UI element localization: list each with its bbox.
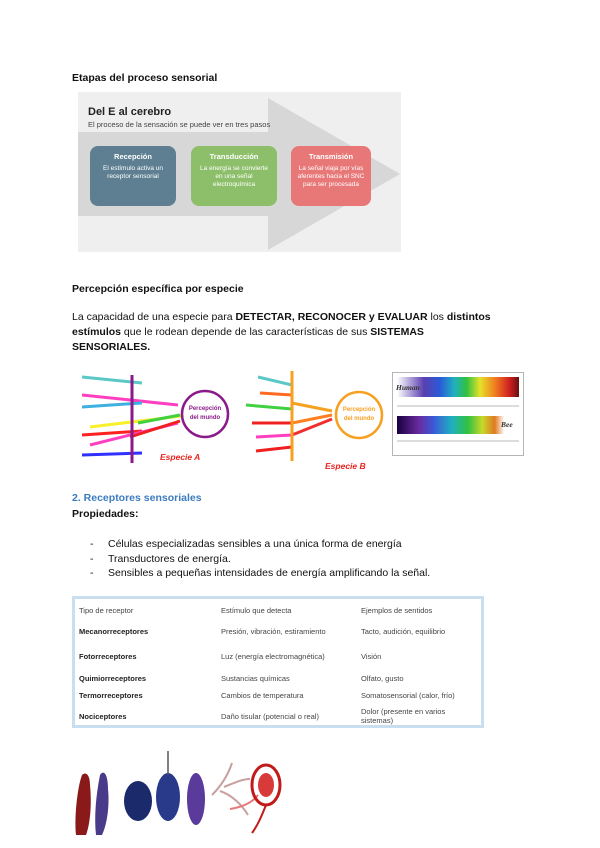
stages-title: Del E al cerebro	[88, 106, 172, 118]
stimulus-cell: Daño tisular (potencial o real)	[221, 711, 319, 721]
para-bold-5: SENSORIALES.	[72, 341, 151, 353]
para-text-1: La capacidad de una especie para	[72, 311, 236, 323]
para-bold-1: DETECTAR, RECONOCER y EVALUAR	[235, 311, 428, 323]
para-text-2: los	[427, 311, 447, 323]
stages-subtitle: El proceso de la sensación se puede ver en tres pasos	[88, 120, 271, 129]
stage-transduction-title: Transducción	[209, 152, 259, 161]
header-stimulus: Estímulo que detecta	[221, 605, 292, 615]
species-a-circle-text	[183, 405, 227, 423]
stimulus-cell: Luz (energía electromagnética)	[221, 651, 325, 661]
species-a-circle-line2: del mundo	[189, 415, 221, 421]
stages-heading: Etapas del proceso sensorial	[72, 72, 218, 84]
list-item-text: Transductores de energía.	[108, 552, 231, 565]
species-a-circle-line1: Percepción	[188, 406, 222, 412]
stimulus-cell: Cambios de temperatura	[221, 690, 304, 700]
senses-cell: Olfato, gusto	[361, 673, 404, 683]
senses-cell: Dolor (presente en varios sistemas)	[361, 707, 446, 725]
table-row	[75, 621, 481, 642]
header-senses: Ejemplos de sentidos	[361, 605, 433, 615]
table-row	[75, 686, 481, 704]
table-row	[75, 704, 481, 728]
para-text-3: que le rodean depende de las características de sus	[121, 326, 371, 338]
stage-transmission-title: Transmisión	[308, 152, 354, 161]
stage-transmission-desc: La señal viaja por vías aferentes hacia el SNC para ser procesada	[297, 165, 365, 188]
bee-label: Bee	[501, 420, 513, 429]
para-bold-3: estímulos	[72, 326, 122, 338]
stage-reception-desc: El estímulo activa un receptor sensorial	[103, 165, 163, 180]
perception-paragraph	[72, 310, 532, 355]
receptor-cells-drawing	[72, 745, 287, 840]
species-a-label: Especie A	[160, 452, 201, 462]
receptor-cell: Mecanorreceptores	[79, 627, 149, 636]
species-perception-figure	[70, 365, 388, 477]
human-label: Human	[396, 383, 420, 392]
table-row	[75, 670, 481, 686]
stage-transmission	[291, 146, 371, 206]
species-b-circle-text	[337, 406, 381, 424]
perception-heading: Percepción específica por especie	[72, 283, 244, 295]
receptors-heading: 2. Receptores sensoriales	[72, 492, 202, 504]
species-b-circle-line1: Percepción	[342, 407, 376, 413]
properties-heading: Propiedades:	[72, 508, 139, 520]
receptor-table	[72, 596, 484, 728]
properties-list	[90, 537, 430, 581]
para-bold-2: distintos	[446, 311, 491, 323]
receptor-cells-illustration	[72, 745, 287, 840]
stimulus-cell: Sustancias químicas	[221, 673, 290, 683]
table-row	[75, 642, 481, 670]
list-item-text: Sensibles a pequeñas intensidades de energía amplificando la señal.	[108, 567, 431, 579]
dash-bullet: -	[90, 567, 94, 579]
para-bold-4: SISTEMAS	[370, 326, 424, 338]
senses-cell: Tacto, audición, equilibrio	[361, 627, 446, 636]
stage-reception-title: Recepción	[114, 152, 152, 161]
species-b-label: Especie B	[325, 461, 366, 471]
receptor-cell: Termorreceptores	[79, 690, 143, 700]
receptor-cell: Quimiorreceptores	[79, 673, 147, 683]
dash-bullet: -	[90, 538, 94, 550]
sensory-stages-diagram	[78, 92, 401, 252]
species-b-circle-line2: del mundo	[343, 416, 375, 422]
header-receptor-type: Tipo de receptor	[79, 605, 134, 615]
senses-cell: Visión	[361, 651, 382, 661]
stimulus-cell: Presión, vibración, estiramiento	[221, 627, 326, 636]
spectrum-comparison	[392, 372, 524, 456]
dash-bullet: -	[90, 552, 94, 565]
stage-transduction	[191, 146, 277, 206]
receptor-cell: Fotorreceptores	[79, 651, 137, 661]
receptor-cell: Nociceptores	[79, 711, 127, 721]
stage-reception	[90, 146, 176, 206]
list-item	[90, 566, 430, 581]
list-item	[90, 537, 430, 552]
list-item-text: Células especializadas sensibles a una única forma de energía	[108, 538, 402, 550]
senses-cell: Somatosensorial (calor, frío)	[361, 690, 455, 700]
table-header-row	[75, 599, 481, 621]
stage-transduction-desc: La energía se convierte en una señal electroquímica	[200, 165, 268, 188]
list-item	[90, 552, 430, 567]
